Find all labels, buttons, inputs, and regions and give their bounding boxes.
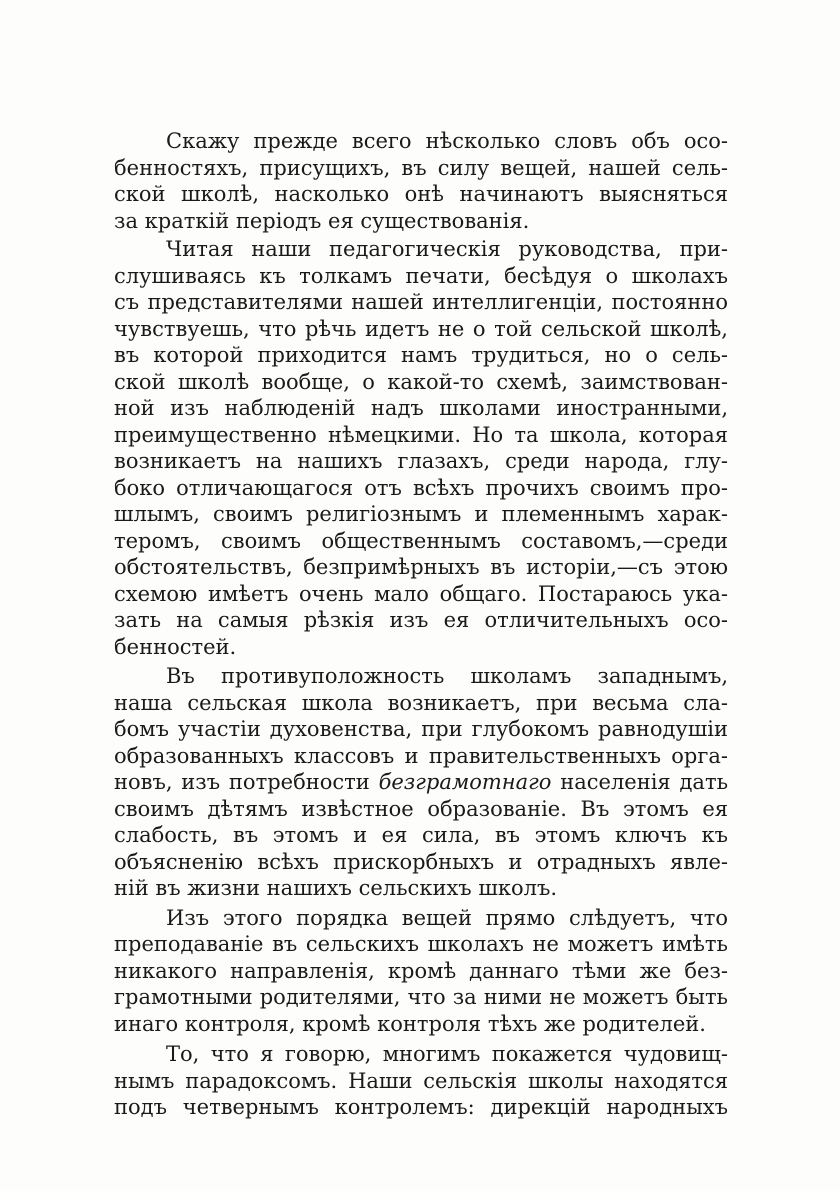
paragraph-4 bbox=[114, 905, 728, 1038]
text-line: ской школѣ вообще, о какой-то схемѣ, заимствован- bbox=[114, 369, 728, 394]
text-line: Скажу прежде всего нѣсколько словъ объ осо- bbox=[166, 129, 728, 153]
text-line: бенностей. bbox=[114, 634, 237, 659]
text-line: теромъ, своимъ общественнымъ составомъ,—среди bbox=[114, 528, 728, 553]
text-line: зать на самыя рѣзкія изъ ея отличительныхъ осо- bbox=[114, 608, 728, 632]
text-segment: населенія дать bbox=[560, 770, 728, 794]
text-line: съ представителями нашей интеллигенціи, постоянно bbox=[114, 290, 728, 314]
paragraph-3 bbox=[114, 663, 728, 902]
text-line: слушиваясь къ толкамъ печати, бесѣдуя о школахъ bbox=[114, 263, 728, 288]
italic-emphasis: безграмотнаго bbox=[378, 770, 552, 794]
paragraph-5 bbox=[114, 1041, 728, 1121]
text-line: бомъ участіи духовенства, при глубокомъ равнодушіи bbox=[114, 717, 728, 741]
text-line: инаго контроля, кромѣ контроля тѣхъ же родителей. bbox=[114, 1011, 706, 1036]
text-line: Изъ этого порядка вещей прямо слѣдуетъ, что bbox=[166, 905, 728, 930]
text-line: въ которой приходится намъ трудиться, но о сель- bbox=[114, 343, 728, 367]
text-line-mixed bbox=[114, 769, 728, 796]
text-line: шлымъ, своимъ религіознымъ и племеннымъ харак- bbox=[114, 502, 728, 526]
text-line: слабость, въ этомъ и ея сила, въ этомъ ключъ къ bbox=[114, 823, 728, 847]
body-text bbox=[114, 128, 728, 1124]
text-line: ской школѣ, насколько онѣ начинаютъ выясняться bbox=[114, 182, 728, 206]
text-line: нымъ парадоксомъ. Наши сельскія школы находятся bbox=[114, 1068, 728, 1093]
text-line: бенностяхъ, присущихъ, въ силу вещей, нашей сель- bbox=[114, 155, 728, 180]
paragraph-1 bbox=[114, 128, 728, 234]
text-line: подъ четвернымъ контролемъ: дирекцій народныхъ bbox=[114, 1095, 728, 1119]
text-line: Въ противуположность школамъ западнымъ, bbox=[166, 664, 728, 688]
text-line: обстоятельствъ, безпримѣрныхъ въ исторіи,—съ этою bbox=[114, 555, 728, 579]
text-line: наша сельская школа возникаетъ, при весьма сла- bbox=[114, 690, 728, 715]
text-line: боко отличающагося отъ всѣхъ прочихъ своимъ про- bbox=[114, 475, 728, 500]
text-line: грамотными родителями, что за ними не можетъ быть bbox=[114, 985, 728, 1009]
text-line: образованныхъ классовъ и правительственныхъ орга- bbox=[114, 743, 728, 768]
text-line: возникаетъ на нашихъ глазахъ, среди народа, глу- bbox=[114, 449, 728, 473]
text-line: своимъ дѣтямъ извѣстное образованіе. Въ этомъ ея bbox=[114, 796, 728, 821]
paragraph-2 bbox=[114, 236, 728, 660]
text-line: Читая наши педагогическія руководства, при- bbox=[166, 237, 728, 261]
text-line: объясненію всѣхъ прискорбныхъ и отрадныхъ явле- bbox=[114, 849, 728, 874]
text-line: То, что я говорю, многимъ покажется чудовищ- bbox=[166, 1042, 728, 1066]
text-segment: новъ, изъ потребности bbox=[114, 770, 370, 794]
text-line: ной изъ наблюденій надъ школами иностранными, bbox=[114, 396, 728, 420]
text-line: ній въ жизни нашихъ сельскихъ школъ. bbox=[114, 876, 557, 900]
text-line: преимущественно нѣмецкими. Но та школа, которая bbox=[114, 422, 728, 447]
text-line: чувствуешь, что рѣчь идетъ не о той сельской школѣ, bbox=[114, 316, 728, 341]
text-line: за краткій періодъ ея существованія. bbox=[114, 208, 530, 233]
text-line: преподаваніе въ сельскихъ школахъ не можетъ имѣть bbox=[114, 932, 728, 956]
text-line: никакого направленія, кромѣ даннаго тѣми же без- bbox=[114, 958, 728, 983]
text-line: схемою имѣетъ очень мало общаго. Постараюсь ука- bbox=[114, 581, 728, 606]
